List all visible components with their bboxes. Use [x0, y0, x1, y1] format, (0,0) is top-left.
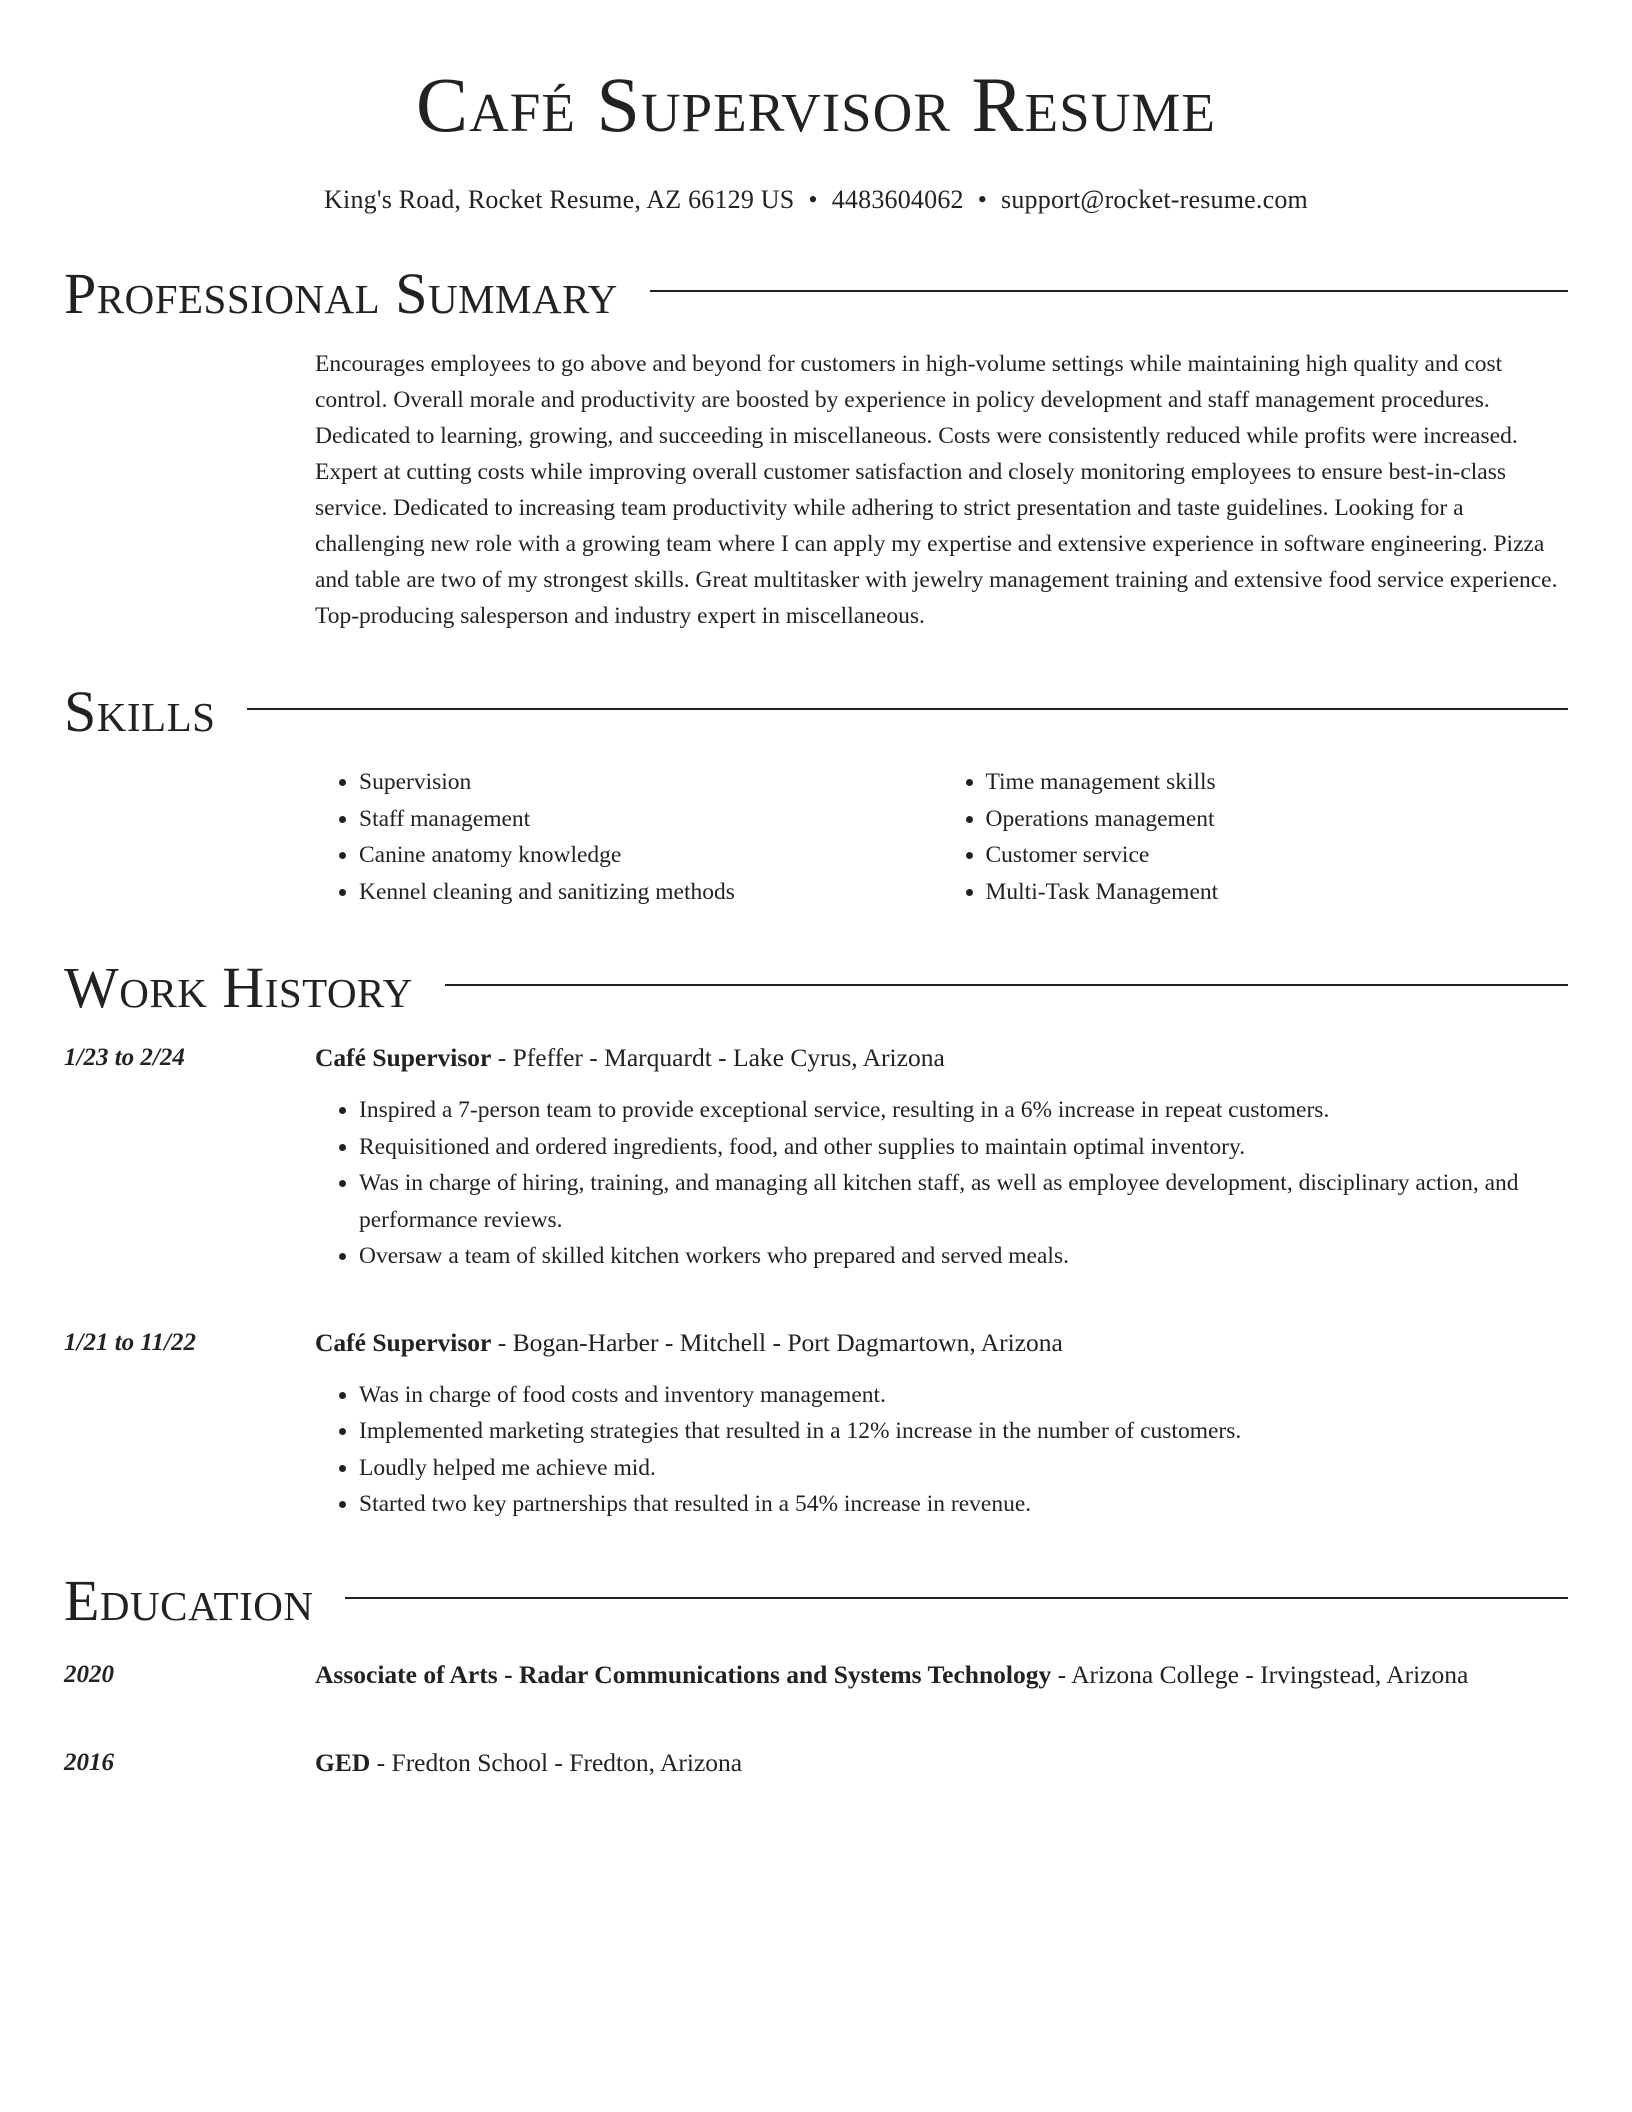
skills-column-right	[942, 764, 1569, 910]
contact-email: support@rocket-resume.com	[1001, 185, 1308, 214]
skill-item: • Kennel cleaning and sanitizing methods	[359, 874, 942, 911]
contact-address: King's Road, Rocket Resume, AZ 66129 US	[324, 185, 795, 214]
section-divider	[345, 1597, 1568, 1599]
job-details: - Bogan-Harber - Mitchell - Port Dagmartown, Arizona	[491, 1327, 1063, 1357]
job-title: Café Supervisor	[315, 1043, 492, 1072]
work-date: 1/23 to 2/24	[64, 1044, 185, 1071]
work-bullet: • Started two key partnerships that resulted in a 54% increase in revenue.	[359, 1486, 1568, 1523]
summary-section-header	[64, 262, 1568, 326]
skill-item: • Time management skills	[986, 764, 1569, 801]
summary-text: Encourages employees to go above and beyond for customers in high-volume settings while maintaining high quality and cost control. Overall morale and productivity are boosted by experience in policy development and staff management procedures. Dedicated to learning, growing, and succeeding in miscellaneous. Costs were consistently reduced while profits were increased. Expert at cutting costs while improving overall customer satisfaction and closely monitoring employees to ensure best-in-class service. Dedicated to increasing team productivity while adhering to strict presentation and taste guidelines. Looking for a challenging new role with a growing team where I can apply my expertise and extensive experience in software engineering. Pizza and table are two of my strongest skills. Great multitasker with jewelry management training and extensive food service experience. Top-producing salesperson and industry expert in miscellaneous.	[315, 351, 1558, 629]
section-divider	[650, 290, 1568, 292]
resume-title: Café Supervisor Resume	[416, 61, 1216, 148]
education-section-header	[64, 1569, 1568, 1633]
education-entry	[64, 1745, 1568, 1781]
contact-separator: •	[977, 185, 988, 214]
resume-page	[64, 0, 1568, 1781]
skill-item: • Supervision	[359, 764, 942, 801]
education-date: 2020	[64, 1660, 114, 1688]
section-divider	[247, 708, 1568, 710]
work-bullet: • Was in charge of hiring, training, and managing all kitchen staff, as well as employee development, disciplinary action, and performance reviews.	[359, 1165, 1568, 1238]
education-degree: Associate of Arts - Radar Communications and Systems Technology	[315, 1659, 1052, 1689]
work-content	[315, 1040, 1568, 1275]
skill-item: • Canine anatomy knowledge	[359, 837, 942, 874]
contact-phone: 4483604062	[831, 185, 964, 214]
skill-item: • Staff management	[359, 801, 942, 838]
contact-separator: •	[808, 185, 818, 214]
education-content	[315, 1657, 1568, 1693]
work-entry	[64, 1040, 1568, 1275]
job-title: Café Supervisor	[315, 1327, 492, 1357]
work-role	[315, 1325, 1568, 1361]
work-bullet: • Inspired a 7-person team to provide exceptional service, resulting in a 6% increase in repeat customers.	[359, 1092, 1568, 1129]
contact-line	[64, 184, 1568, 216]
summary-heading: Professional Summary	[64, 261, 618, 326]
skill-item: • Operations management	[986, 801, 1569, 838]
work-content	[315, 1325, 1568, 1523]
education-content	[315, 1745, 1568, 1781]
skills-list	[315, 764, 1568, 910]
work-entry	[64, 1325, 1568, 1523]
work-date: 1/21 to 11/22	[64, 1328, 196, 1356]
work-bullet: • Was in charge of food costs and inventory management.	[359, 1377, 1568, 1414]
skills-section-header	[64, 680, 1568, 744]
work-bullet: • Loudly helped me achieve mid.	[359, 1450, 1568, 1487]
education-entry	[64, 1657, 1568, 1693]
education-heading: Education	[64, 1567, 314, 1633]
education-degree: GED	[315, 1747, 371, 1777]
skills-heading: Skills	[64, 679, 216, 744]
education-details: - Fredton School - Fredton, Arizona	[370, 1747, 743, 1777]
education-date: 2016	[64, 1748, 114, 1776]
work-bullet: • Requisitioned and ordered ingredients, food, and other supplies to maintain optimal inventory.	[359, 1129, 1568, 1166]
work-bullet: • Implemented marketing strategies that resulted in a 12% increase in the number of customers.	[359, 1413, 1568, 1450]
work-bullets	[315, 1092, 1568, 1275]
skill-item: • Multi-Task Management	[986, 874, 1569, 911]
skill-item: • Customer service	[986, 837, 1569, 874]
work-heading: Work History	[64, 955, 413, 1020]
section-divider	[445, 984, 1568, 986]
work-bullet: • Oversaw a team of skilled kitchen workers who prepared and served meals.	[359, 1238, 1568, 1275]
job-details: - Pfeffer - Marquardt - Lake Cyrus, Arizona	[491, 1043, 945, 1072]
work-section-header	[64, 956, 1568, 1020]
skills-column-left	[315, 764, 942, 910]
education-details: - Arizona College - Irvingstead, Arizona	[1051, 1659, 1469, 1689]
work-role	[315, 1040, 1568, 1076]
work-bullets	[315, 1377, 1568, 1523]
